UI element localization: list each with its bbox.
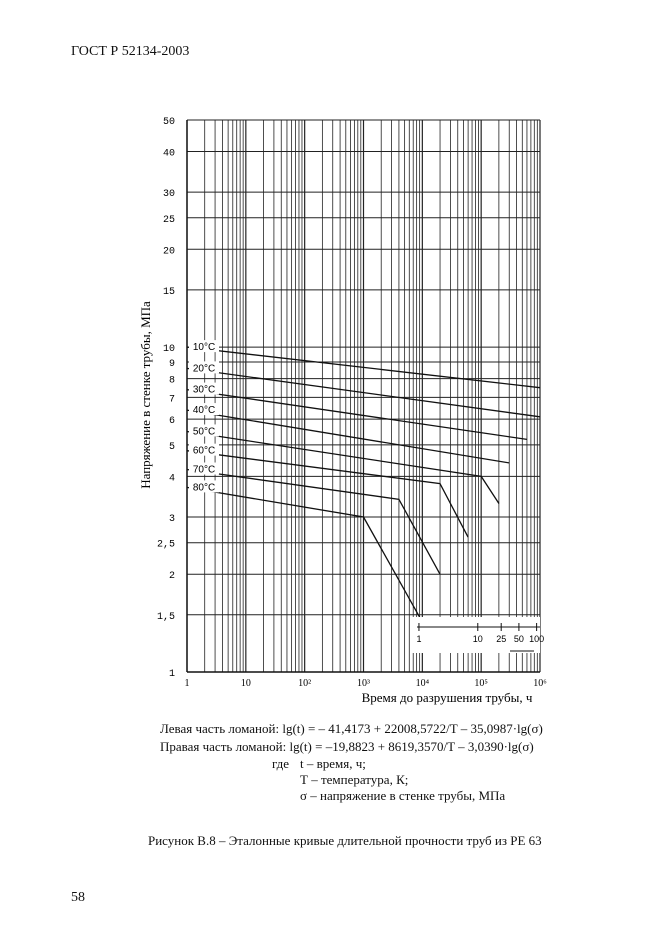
y-tick-label: 15 — [162, 286, 175, 298]
y-tick-label: 2 — [168, 571, 175, 583]
legend-item: σ – напряжение в стенке трубы, МПа — [300, 788, 506, 803]
figure-caption: Рисунок В.8 – Эталонные кривые длительной прочности труб из РЕ 63 — [148, 833, 542, 848]
series-label: 40°C — [192, 405, 216, 417]
y-tick-label: 20 — [162, 246, 175, 258]
page-number: 58 — [71, 890, 85, 905]
y-tick-label: 50 — [162, 117, 175, 128]
series-line — [187, 432, 499, 504]
axis-layer — [157, 117, 547, 689]
legend-where: где — [272, 756, 290, 771]
legend-item: T – температура, К; — [300, 772, 409, 787]
series-line — [187, 410, 509, 463]
series-label: 10°C — [192, 342, 216, 354]
y-axis-title: Напряжение в стенке трубы, МПа — [138, 301, 153, 489]
y-tick-label: 40 — [162, 148, 175, 160]
inset-axis — [411, 617, 544, 653]
y-tick-label: 5 — [168, 441, 175, 453]
y-tick-label: 9 — [168, 358, 175, 370]
grid-layer — [187, 120, 540, 672]
x-tick-label: 10⁵ — [474, 678, 488, 689]
y-tick-label: 8 — [168, 375, 175, 387]
inset-tick-label: 50 — [513, 634, 524, 644]
x-tick-label: 10⁴ — [415, 678, 430, 689]
series-label: 80°C — [192, 482, 216, 494]
y-tick-label: 30 — [162, 189, 175, 201]
x-tick-label: 10⁶ — [533, 678, 547, 689]
x-tick-label: 1 — [184, 678, 190, 689]
x-tick-label: 10³ — [357, 678, 370, 689]
formula-left: Левая часть ломаной: lg(t) = – 41,4173 + 22008,5722/T – 35,0987·lg(σ) — [160, 721, 543, 736]
x-tick-label: 10² — [298, 678, 312, 689]
y-tick-label: 2,5 — [156, 539, 175, 551]
series-line — [187, 487, 433, 640]
inset-tick-label: 1 — [416, 634, 422, 644]
y-tick-label: 7 — [168, 394, 175, 406]
series-line — [187, 470, 440, 575]
series-label: 50°C — [192, 426, 216, 438]
y-tick-label: 1 — [168, 669, 175, 680]
label-layer — [189, 340, 219, 493]
y-tick-label: 1,5 — [156, 611, 175, 623]
series-label: 30°C — [192, 384, 216, 396]
y-tick-label: 10 — [162, 344, 175, 356]
y-tick-label: 4 — [168, 473, 175, 485]
legend-item: t – время, ч; — [300, 756, 366, 771]
formula-right: Правая часть ломаной: lg(t) = –19,8823 + 8619,3570/T – 3,0390·lg(σ) — [160, 739, 534, 754]
x-tick-label: 10 — [240, 678, 251, 689]
inset-tick-label: 10 — [472, 634, 483, 644]
y-tick-label: 3 — [168, 513, 175, 525]
series-label: 70°C — [192, 464, 216, 476]
inset-tick-label: 100 — [529, 634, 545, 644]
document-header: ГОСТ Р 52134-2003 — [71, 44, 190, 59]
inset-tick-label: 25 — [496, 634, 507, 644]
series-label: 20°C — [192, 363, 216, 375]
x-axis-title: Время до разрушения трубы, ч — [361, 690, 533, 705]
y-tick-label: 6 — [168, 416, 175, 428]
y-tick-label: 25 — [162, 214, 175, 226]
series-label: 60°C — [192, 445, 216, 457]
